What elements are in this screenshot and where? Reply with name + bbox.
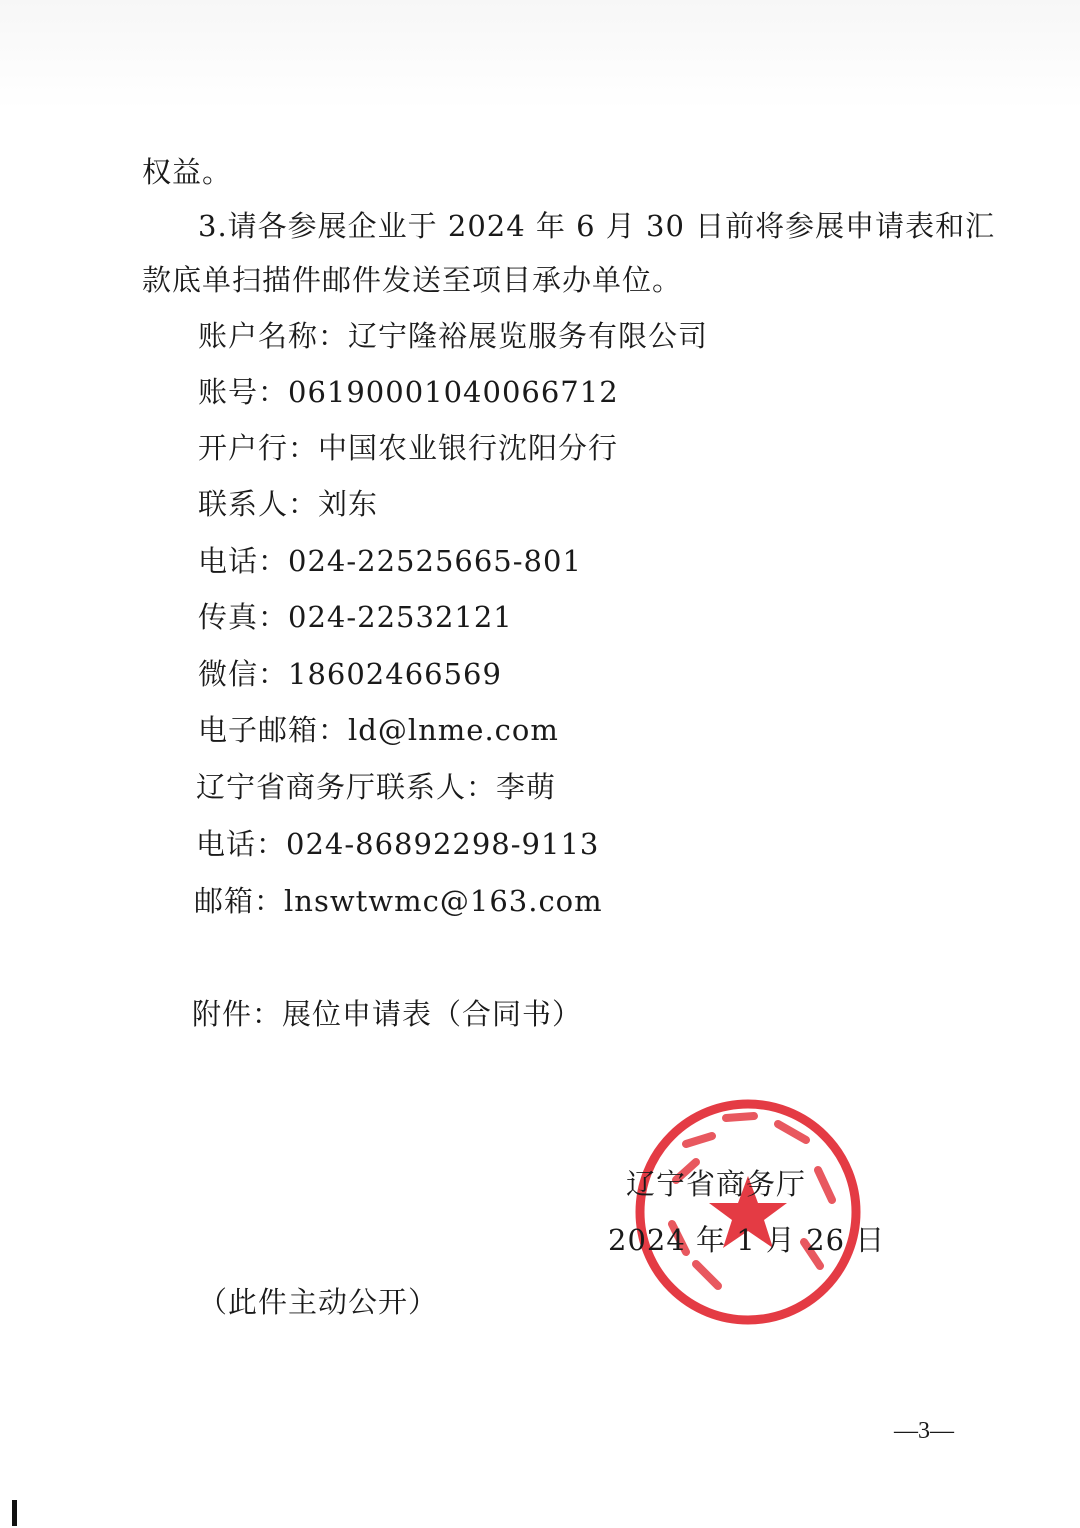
telephone: 电话：024-22525665-801 [198, 544, 582, 578]
wechat: 微信：18602466569 [198, 657, 502, 691]
paragraph-continuation: 权益。 [142, 155, 233, 189]
public-disclosure: （此件主动公开） [198, 1285, 439, 1319]
contact-person: 联系人：刘东 [198, 487, 379, 521]
department-telephone: 电话：024-86892298-9113 [196, 827, 600, 861]
fax: 传真：024-22532121 [198, 600, 513, 634]
page-number: —3— [894, 1418, 954, 1444]
paragraph-item-3: 3.请各参展企业于 2024 年 6 月 30 日前将参展申请表和汇 [198, 209, 996, 243]
account-name: 账户名称：辽宁隆裕展览服务有限公司 [198, 319, 709, 353]
attachment-note: 附件：展位申请表（合同书） [192, 997, 583, 1031]
account-number: 账号：06190001040066712 [198, 375, 619, 409]
scan-edge-mark [12, 1500, 17, 1526]
email: 电子邮箱：ld@lnme.com [198, 713, 559, 747]
department-contact: 辽宁省商务厅联系人：李萌 [196, 770, 557, 804]
official-seal [630, 1092, 866, 1332]
issuing-department: 辽宁省商务厅 [626, 1167, 807, 1201]
paragraph-item-3-continued: 款底单扫描件邮件发送至项目承办单位。 [142, 263, 683, 297]
department-email: 邮箱：lnswtwmc@163.com [194, 884, 603, 918]
issue-date: 2024 年 1 月 26 日 [608, 1223, 886, 1257]
scan-shadow [0, 0, 1080, 110]
bank-branch: 开户行：中国农业银行沈阳分行 [198, 431, 619, 465]
